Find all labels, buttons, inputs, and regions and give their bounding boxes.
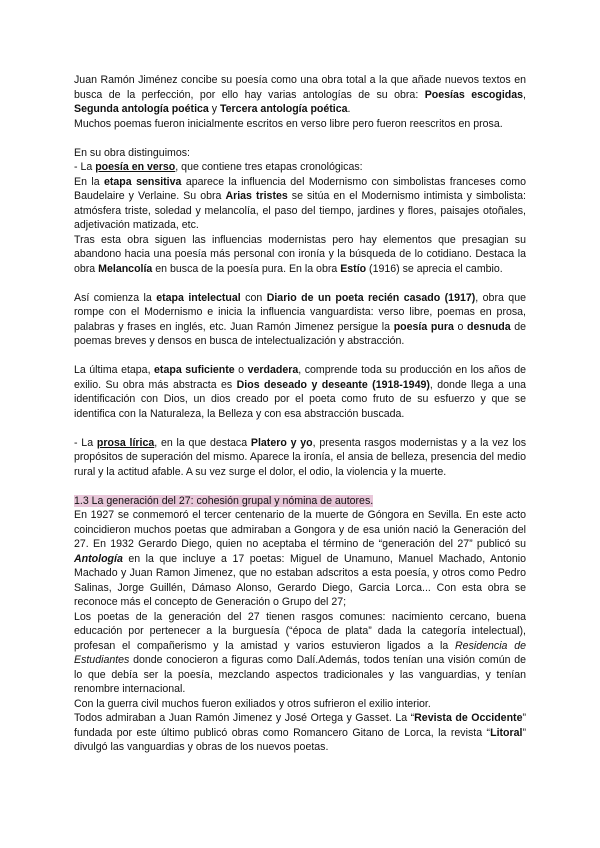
text: Juan Ramón Jiménez concibe su poesía como una obra total a la que añade nuevos textos en busca de la perfección, por ello hay varias antologías de su obra: xyxy=(74,74,526,101)
paragraph-prosa-lirica xyxy=(74,436,526,480)
paragraph-generacion-27 xyxy=(74,508,526,610)
text: , obra que rompe con el Modernismo e inicia la influencia vanguardista: verso libre, poemas en prosa, palabras y frases en inglés, etc. Juan Ramón Jimenez persigue la xyxy=(74,291,526,333)
text: . xyxy=(347,103,351,115)
text: con xyxy=(240,291,267,304)
book-title: Estío xyxy=(340,262,367,275)
text: , que contiene tres etapas cronológicas: xyxy=(175,161,363,173)
section-heading xyxy=(74,494,526,509)
paragraph-prosa-reescrita: Muchos poemas fueron inicialmente escritos en verso libre pero fueron reescritos en prosa. xyxy=(74,117,503,130)
text: Tras esta obra siguen las influencias modernistas pero hay elementos que presagian su abandono hacia una poesía más personal con ironía y la búsqueda de lo cotidiano. Destaca la obra xyxy=(74,233,526,275)
term: etapa sensitiva xyxy=(104,175,182,188)
paragraph-melancolia xyxy=(74,233,526,277)
term: etapa suficiente xyxy=(154,364,235,376)
book-title: Melancolía xyxy=(98,262,153,275)
text: En la xyxy=(74,175,104,188)
text: , xyxy=(523,88,526,101)
text: y xyxy=(208,103,220,115)
book-title: Arias tristes xyxy=(225,190,288,202)
paragraph-guerra-civil: Con la guerra civil muchos fueron exiliados y otros sufrieron el exilio interior. xyxy=(74,697,431,710)
text: se sitúa en el Modernismo intimista y simbolista: atmósfera triste, soledad y melancolía, el paso del tiempo, jardines y flores, paisajes otoñales, adjetivación matizada, etc. xyxy=(74,190,526,231)
book-title: Platero y yo xyxy=(250,436,313,449)
text: en busca de la poesía pura. En la obra xyxy=(152,262,341,275)
text: en la que incluye a 17 poetas: Miguel de Unamuno, Manuel Machado, Antonio Machado y Juan Ramon Jimenez, que no estaban adscritos a esta poesía, y otros como Pedro Salinas, Jorge Guillén, Dámaso Alonso, Gerardo Diego, Garcia Lorca... Con esta obra se reconoce más el concepto de Generación o Grupo del 27; xyxy=(74,552,526,608)
paragraph-revistas xyxy=(74,711,526,755)
book-title: Poesías escogidas xyxy=(424,88,524,101)
text: - La xyxy=(74,161,96,173)
term: desnuda xyxy=(467,320,511,333)
book-title: Diario de un poeta recién casado (1917) xyxy=(266,291,476,304)
section-heading-text: 1.3 La generación del 27: cohesión grupal y nómina de autores. xyxy=(74,494,374,507)
text: En 1927 se conmemoró el tercer centenario de la muerte de Góngora en Sevilla. En este acto coincidieron muchos poetas que admiraban a Gongora y de esa unión nació la Generación del 27. En 1932 Gerardo Diego, quien no aceptaba el término de “generación del 27” publicó su xyxy=(74,509,526,550)
institution-name: Residencia de Estudiantes xyxy=(74,639,526,666)
text: La última etapa, xyxy=(74,364,155,376)
text: ” fundada por este último publicó obras como Romancero Gitano de Lorca, la revista “ xyxy=(74,712,526,739)
term: verdadera xyxy=(247,364,299,376)
text: aparece la influencia del Modernismo con simbolistas franceses como Baudelaire y Verlaine. Su obra xyxy=(74,175,526,202)
text: Así comienza la xyxy=(74,291,157,304)
text: , comprende toda su producción en los años de exilio. Su obra más abstracta es xyxy=(74,364,526,391)
term: prosa lírica xyxy=(96,436,155,449)
magazine-title: Revista de Occidente xyxy=(414,712,523,724)
text: o xyxy=(453,320,468,333)
paragraph-poesia-verso xyxy=(74,160,526,175)
text: de poemas breves y densos en busca de intelectualización y abstracción. xyxy=(74,320,527,347)
paragraph-etapa-intelectual xyxy=(74,291,526,349)
paragraph-etapa-sensitiva xyxy=(74,175,526,233)
text: Todos admiraban a Juan Ramón Jimenez y José Ortega y Gasset. La “ xyxy=(74,712,415,724)
term: poesía pura xyxy=(393,320,454,333)
paragraph-etapa-suficiente xyxy=(74,363,526,421)
text: donde conocieron a figuras como Dalí.Además, todos tenían una visión común de lo que debía ser la poesía, mezclando aspectos tradicionales y las vanguardias, y tenían renombre internacional. xyxy=(74,654,526,695)
text: , presenta rasgos modernistas y a la vez los propósitos de superación del mismo. Aparece la ironía, el ansia de belleza, presencia del medio rural y la actitud afable. A su vez surge el dolor, el odio, la violencia y la muerte. xyxy=(74,436,527,478)
text: (1916) se aprecia el cambio. xyxy=(366,262,503,275)
text: ” divulgó las vanguardias y obras de los nuevos poetas. xyxy=(74,726,526,753)
paragraph-distinguimos: En su obra distinguimos: xyxy=(74,146,191,159)
text: - La xyxy=(74,436,97,449)
document-page xyxy=(74,73,526,755)
term: etapa intelectual xyxy=(156,291,241,304)
text: o xyxy=(234,364,248,376)
paragraph-rasgos-comunes xyxy=(74,610,526,697)
paragraph-antologias xyxy=(74,73,526,117)
book-title: Dios deseado y deseante (1918-1949) xyxy=(236,378,430,391)
book-title: Tercera antología poética xyxy=(219,103,348,115)
book-title: Antología xyxy=(74,552,123,565)
text: Los poetas de la generación del 27 tienen rasgos comunes: nacimiento cercano, buena educación por pertenecer a la burguesía (“época de plata” dada la categoría intelectual), profesan el compañerismo y la amistad y varios estuvieron ligados a la xyxy=(74,610,526,652)
book-title: Segunda antología poética xyxy=(74,103,209,115)
text: , en la que destaca xyxy=(154,436,251,449)
magazine-title: Litoral xyxy=(490,726,523,739)
term: poesía en verso xyxy=(95,161,176,173)
text: , donde llega a una identificación con Dios, un dios creado por el poeta como fruto de su esfuerzo y que se identifica con la Naturaleza, la Belleza y con esa abstracción buscada. xyxy=(74,378,526,420)
